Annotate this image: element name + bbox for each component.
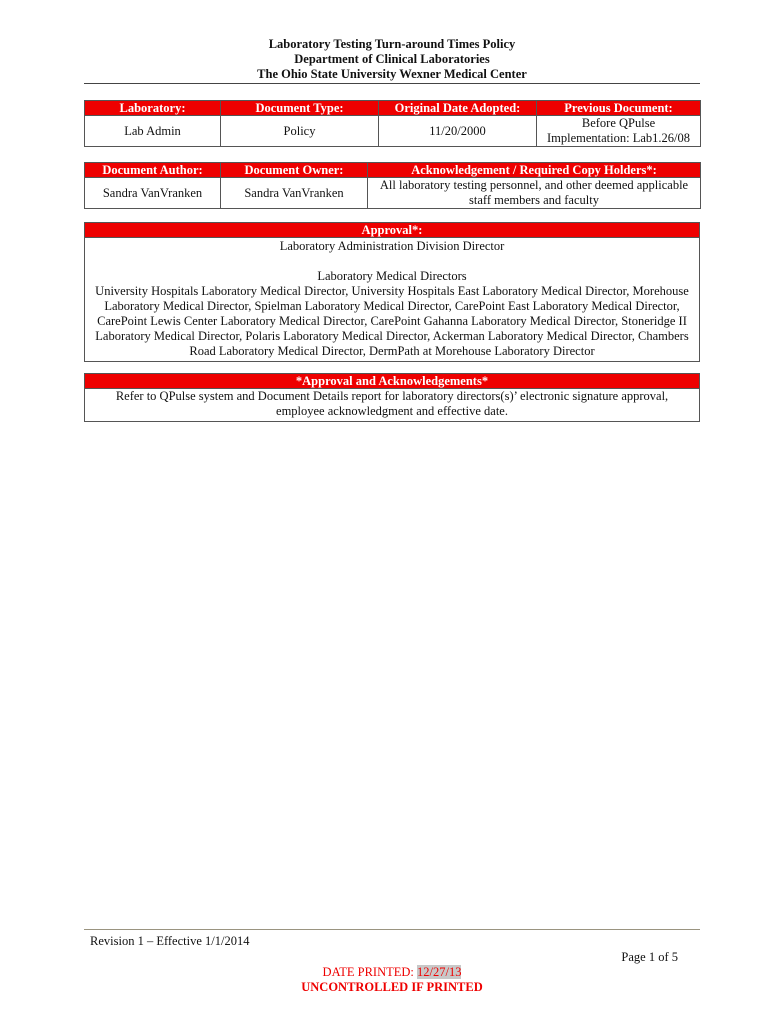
document-owner-value: Sandra VanVranken (221, 178, 368, 209)
document-title: Laboratory Testing Turn-around Times Policy (268, 37, 516, 51)
approval-header: Approval*: (85, 223, 700, 238)
approval-table (84, 222, 700, 362)
footer-rule (84, 929, 700, 930)
header-rule (84, 83, 700, 84)
laboratory-value: Lab Admin (85, 116, 221, 147)
document-header (84, 37, 700, 82)
copy-holders-value: All laboratory testing personnel, and other deemed applicable staff members and faculty (368, 178, 701, 209)
acknowledgements-table (84, 373, 700, 422)
approval-body (85, 238, 700, 362)
previous-document-header: Previous Document: (537, 101, 701, 116)
date-printed-label: DATE PRINTED: (322, 965, 417, 979)
original-date-value: 11/20/2000 (379, 116, 537, 147)
date-printed (84, 965, 700, 980)
original-date-header: Original Date Adopted: (379, 101, 537, 116)
laboratory-header: Laboratory: (85, 101, 221, 116)
uncontrolled-notice: UNCONTROLLED IF PRINTED (301, 980, 483, 994)
acknowledgements-text: Refer to QPulse system and Document Details report for laboratory directors(s)’ electronic signature approval, employee acknowledgment and effective date. (85, 389, 700, 422)
date-printed-value: 12/27/13 (417, 965, 462, 979)
page-number: Page 1 of 5 (621, 950, 678, 964)
document-info-table (84, 100, 701, 147)
previous-document-value (537, 116, 701, 147)
medical-directors-list: University Hospitals Laboratory Medical Director, University Hospitals East Laboratory Medical Director, Morehouse Laboratory Medical Director, Spielman Laboratory Medical Director, CarePoint East Laboratory Medical Director, CarePoint Lewis Center Laboratory Medical Director, CarePoint Gahanna Laboratory Medical Director, Stoneridge II Laboratory Medical Director, Polaris Laboratory Medical Director, Ackerman Laboratory Medical Director, Chambers Road Laboratory Medical Director, DermPath at Morehouse Laboratory Director (95, 284, 689, 358)
copy-holders-header: Acknowledgement / Required Copy Holders*: (368, 163, 701, 178)
revision-label: Revision 1 – Effective 1/1/2014 (90, 934, 250, 948)
acknowledgements-header: *Approval and Acknowledgements* (85, 374, 700, 389)
document-type-value: Policy (221, 116, 379, 147)
previous-document-line-2: Implementation: Lab1.26/08 (546, 131, 691, 145)
print-notice (84, 965, 700, 995)
institution-name: The Ohio State University Wexner Medical Center (257, 67, 527, 81)
document-owner-table (84, 162, 701, 209)
document-owner-header: Document Owner: (221, 163, 368, 178)
document-author-value: Sandra VanVranken (85, 178, 221, 209)
department-name: Department of Clinical Laboratories (294, 52, 490, 66)
spacer (91, 254, 693, 269)
previous-document-line-1: Before QPulse (581, 116, 656, 130)
medical-directors-title: Laboratory Medical Directors (317, 269, 467, 283)
document-author-header: Document Author: (85, 163, 221, 178)
division-director: Laboratory Administration Division Director (279, 239, 505, 253)
document-type-header: Document Type: (221, 101, 379, 116)
